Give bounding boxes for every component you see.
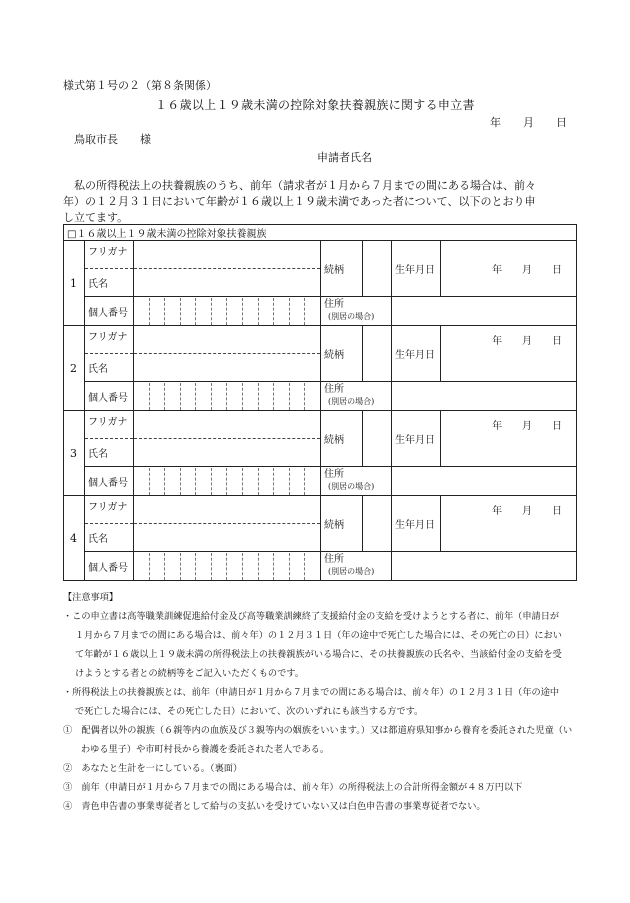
my-number-digit-box[interactable] xyxy=(259,468,275,495)
furigana-label: フリガナ xyxy=(85,326,134,354)
name-input[interactable] xyxy=(134,354,321,382)
my-number-label: 個人番号 xyxy=(85,297,134,326)
address-label xyxy=(321,552,392,581)
furigana-label: フリガナ xyxy=(85,241,134,269)
relationship-label: 続柄 xyxy=(321,496,363,552)
intro-line-3: し立てます。 xyxy=(63,211,129,224)
dependent-block xyxy=(64,411,577,439)
my-number-digit-box[interactable] xyxy=(305,468,320,495)
my-number-digit-box[interactable] xyxy=(305,298,320,325)
my-number-digit-box[interactable] xyxy=(227,553,243,580)
note-line: で死亡した場合には、その死亡した日）において、次のいずれにも該当する方です。 xyxy=(75,706,424,717)
note-line: ① 配偶者以外の親族（６親等内の血族及び３親等内の姻族をいいます。）又は都道府県知事から養育を委託された児童（い xyxy=(63,725,573,736)
birthdate-label: 生年月日 xyxy=(392,411,441,467)
birthdate-input[interactable]: 年 月 日 xyxy=(441,496,577,552)
my-number-digit-box[interactable] xyxy=(181,553,197,580)
dependent-block xyxy=(64,241,577,269)
dependent-number: 1 xyxy=(64,241,85,326)
dependent-number: 4 xyxy=(64,496,85,581)
my-number-digit-box[interactable] xyxy=(243,383,259,410)
birthdate-label: 生年月日 xyxy=(392,241,441,297)
my-number-digit-box[interactable] xyxy=(259,298,275,325)
note-line: て年齢が１６歳以上１９歳未満の所得税法上の扶養親族がいる場合に、その扶養親族の氏名や、当該給付金の支給を受 xyxy=(75,649,562,660)
my-number-digit-box[interactable] xyxy=(243,468,259,495)
relationship-label: 続柄 xyxy=(321,411,363,467)
my-number-digit-box[interactable] xyxy=(259,383,275,410)
relationship-input[interactable] xyxy=(363,496,392,552)
address-label xyxy=(321,382,392,411)
note-line: ② あなたと生計を一にしている。（裏面） xyxy=(63,763,243,774)
furigana-input[interactable] xyxy=(134,241,321,269)
note-line: １月から７月までの間にある場合は、前々年）の１２月３１日（年の途中で死亡した場合には、その死亡の日）におい xyxy=(75,630,562,641)
my-number-digit-box[interactable] xyxy=(290,298,306,325)
name-label: 氏名 xyxy=(85,269,134,297)
note-line: ・所得税法上の扶養親族とは、前年（申請日が１月から７月までの間にある場合は、前々年）の１２月３１日（年の途中 xyxy=(63,687,560,698)
table-heading: □１６歳以上１９歳未満の控除対象扶養親族 xyxy=(64,225,577,241)
furigana-label: フリガナ xyxy=(85,411,134,439)
my-number-digit-box[interactable] xyxy=(212,468,228,495)
address-label xyxy=(321,467,392,496)
note-line: ・この申立書は高等職業訓練促進給付金及び高等職業訓練終了支援給付金の支給を受けようとする者に、前年（申請日が xyxy=(63,611,560,622)
my-number-digit-box[interactable] xyxy=(274,383,290,410)
my-number-digit-box[interactable] xyxy=(196,383,212,410)
my-number-label: 個人番号 xyxy=(85,382,134,411)
address-note: (別居の場合) xyxy=(328,567,375,576)
furigana-label: フリガナ xyxy=(85,496,134,524)
address-label-text: 住所 xyxy=(324,554,344,565)
birthdate-input[interactable]: 年 月 日 xyxy=(441,326,577,382)
furigana-input[interactable] xyxy=(134,326,321,354)
applicant-name-label: 申請者氏名 xyxy=(317,151,372,164)
birthdate-input[interactable]: 年 月 日 xyxy=(441,241,577,297)
address-label-text: 住所 xyxy=(324,469,344,480)
my-number-digit-box[interactable] xyxy=(227,383,243,410)
name-input[interactable] xyxy=(134,439,321,467)
my-number-digit-box[interactable] xyxy=(150,383,166,410)
my-number-digit-box[interactable] xyxy=(181,468,197,495)
my-number-digit-box[interactable] xyxy=(181,298,197,325)
notes-section xyxy=(63,588,583,816)
my-number-digit-box[interactable] xyxy=(274,298,290,325)
addressee: 鳥取市長 様 xyxy=(74,133,151,146)
my-number-digit-box[interactable] xyxy=(196,298,212,325)
my-number-digit-box[interactable] xyxy=(305,383,320,410)
my-number-digit-box[interactable] xyxy=(212,553,228,580)
my-number-digit-box[interactable] xyxy=(165,553,181,580)
my-number-digit-box[interactable] xyxy=(274,468,290,495)
note-line: わゆる里子）や市町村長から養護を委託された老人である。 xyxy=(81,744,330,755)
my-number-digit-box[interactable] xyxy=(212,383,228,410)
note-line: ④ 青色申告書の事業専従者として給与の支払いを受けていない又は白色申告書の事業専従者でない。 xyxy=(63,801,486,812)
my-number-input[interactable] xyxy=(134,382,321,411)
intro-line-2: 年）の１２月３１日において年齢が１６歳以上１９歳未満であった者について、以下のとおり申 xyxy=(63,195,536,208)
date-line: 年 月 日 xyxy=(490,116,567,129)
dependent-number: 3 xyxy=(64,411,85,496)
dependent-block xyxy=(64,326,577,354)
my-number-digit-box[interactable] xyxy=(134,298,150,325)
notes-heading: 【注意事項】 xyxy=(63,592,119,603)
address-input[interactable] xyxy=(392,467,577,496)
address-note: (別居の場合) xyxy=(328,397,375,406)
my-number-digit-box[interactable] xyxy=(134,383,150,410)
my-number-digit-box[interactable] xyxy=(274,553,290,580)
name-input[interactable] xyxy=(134,524,321,552)
my-number-digit-box[interactable] xyxy=(196,553,212,580)
my-number-digit-box[interactable] xyxy=(181,383,197,410)
my-number-digit-box[interactable] xyxy=(243,553,259,580)
address-note: (別居の場合) xyxy=(328,312,375,321)
name-input[interactable] xyxy=(134,269,321,297)
my-number-digit-box[interactable] xyxy=(243,298,259,325)
name-label: 氏名 xyxy=(85,354,134,382)
relationship-input[interactable] xyxy=(363,241,392,297)
my-number-digit-box[interactable] xyxy=(165,383,181,410)
my-number-digit-box[interactable] xyxy=(150,553,166,580)
note-line: けようとする者との続柄等をご記入いただくものです。 xyxy=(75,668,304,679)
my-number-label: 個人番号 xyxy=(85,552,134,581)
address-input[interactable] xyxy=(392,382,577,411)
relationship-label: 続柄 xyxy=(321,326,363,382)
my-number-input[interactable] xyxy=(134,297,321,326)
birthdate-input[interactable]: 年 月 日 xyxy=(441,411,577,467)
note-line: ③ 前年（申請日が１月から７月までの間にある場合は、前々年）の所得税法上の合計所得金額が４８万円以下 xyxy=(63,782,523,793)
my-number-digit-box[interactable] xyxy=(150,468,166,495)
my-number-digit-box[interactable] xyxy=(227,468,243,495)
furigana-input[interactable] xyxy=(134,496,321,524)
address-input[interactable] xyxy=(392,297,577,326)
my-number-digit-box[interactable] xyxy=(150,298,166,325)
my-number-digit-box[interactable] xyxy=(227,298,243,325)
my-number-digit-box[interactable] xyxy=(165,298,181,325)
my-number-digit-box[interactable] xyxy=(290,468,306,495)
relationship-input[interactable] xyxy=(363,411,392,467)
relationship-input[interactable] xyxy=(363,326,392,382)
my-number-input[interactable] xyxy=(134,552,321,581)
dependent-number: 2 xyxy=(64,326,85,411)
relationship-label: 続柄 xyxy=(321,241,363,297)
my-number-digit-box[interactable] xyxy=(212,298,228,325)
page-title: １６歳以上１９歳未満の控除対象扶養親族に関する申立書 xyxy=(155,98,475,112)
birthdate-label: 生年月日 xyxy=(392,496,441,552)
birthdate-label: 生年月日 xyxy=(392,326,441,382)
my-number-digit-box[interactable] xyxy=(196,468,212,495)
address-label-text: 住所 xyxy=(324,384,344,395)
my-number-input[interactable] xyxy=(134,467,321,496)
my-number-digit-box[interactable] xyxy=(290,383,306,410)
my-number-digit-box[interactable] xyxy=(134,553,150,580)
my-number-digit-box[interactable] xyxy=(134,468,150,495)
my-number-label: 個人番号 xyxy=(85,467,134,496)
furigana-input[interactable] xyxy=(134,411,321,439)
address-label-text: 住所 xyxy=(324,299,344,310)
my-number-digit-box[interactable] xyxy=(290,553,306,580)
name-label: 氏名 xyxy=(85,439,134,467)
dependents-table xyxy=(63,224,577,581)
form-number: 様式第１号の２（第８条関係） xyxy=(63,79,217,92)
dependent-block xyxy=(64,496,577,524)
address-note: (別居の場合) xyxy=(328,482,375,491)
name-label: 氏名 xyxy=(85,524,134,552)
address-label xyxy=(321,297,392,326)
address-input[interactable] xyxy=(392,552,577,581)
my-number-digit-box[interactable] xyxy=(165,468,181,495)
my-number-digit-box[interactable] xyxy=(305,553,320,580)
intro-line-1: 私の所得税法上の扶養親族のうち、前年（請求者が１月から７月までの間にある場合は、前々 xyxy=(63,179,536,192)
my-number-digit-box[interactable] xyxy=(259,553,275,580)
